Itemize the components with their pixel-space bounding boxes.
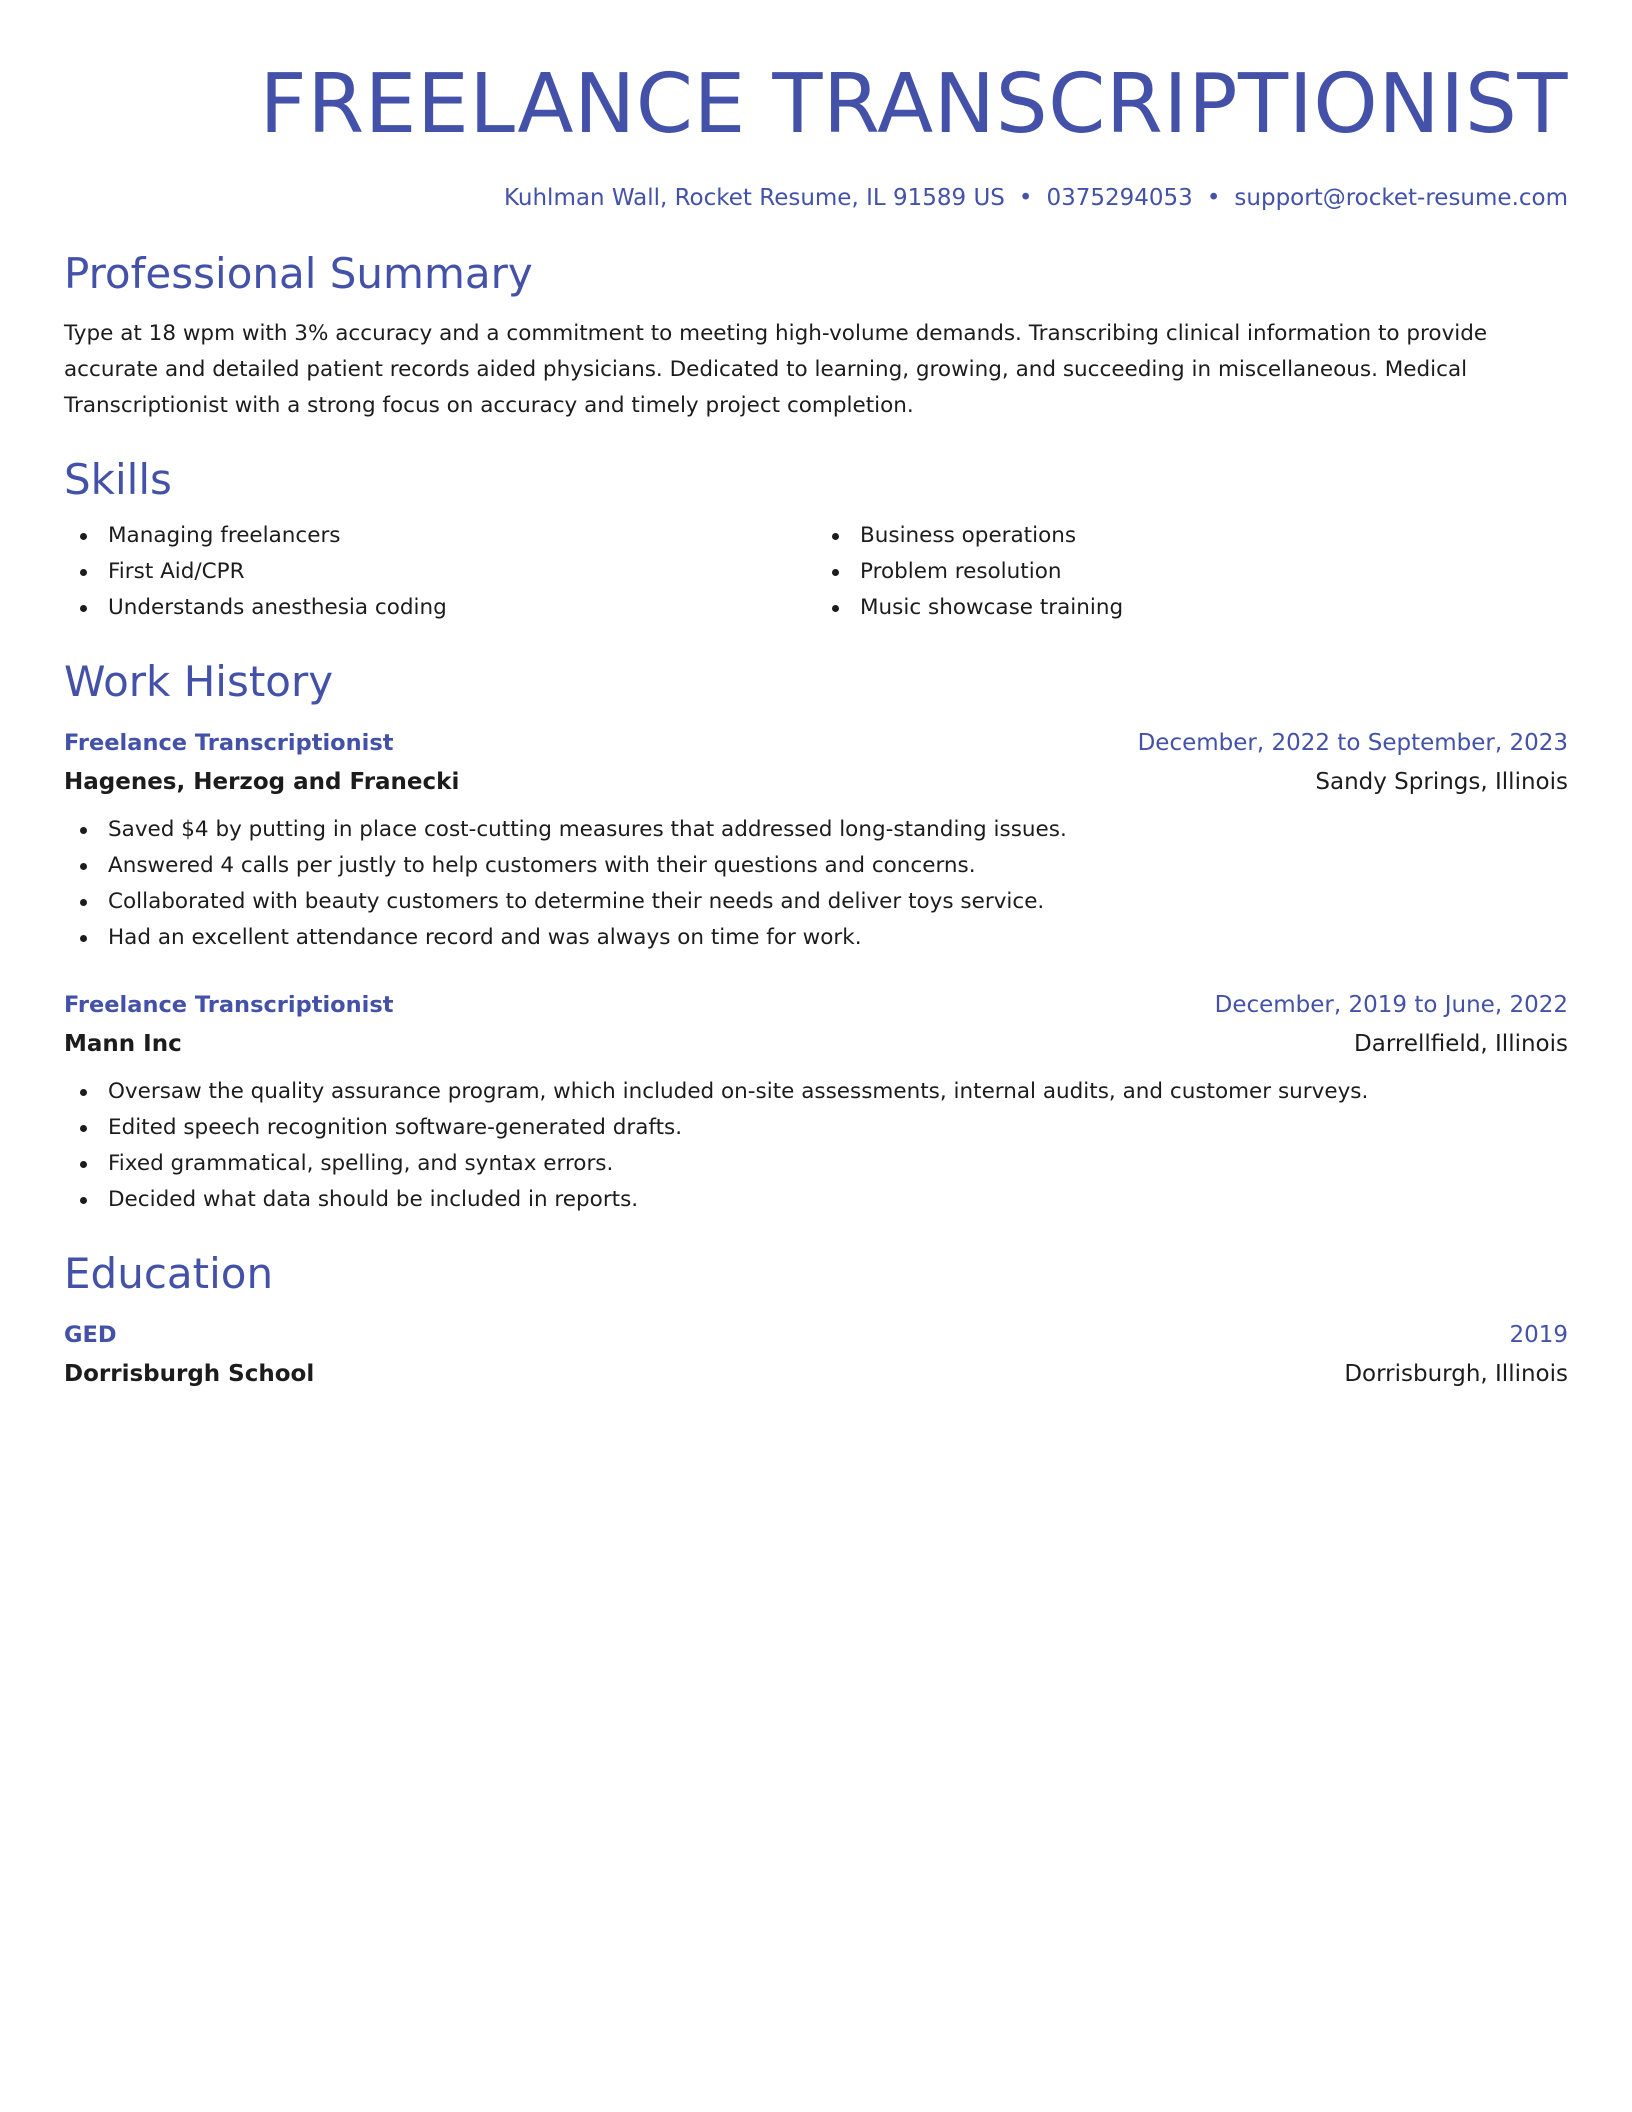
work-history-section	[64, 654, 1568, 1218]
job-employer-row	[64, 1024, 1568, 1064]
job-bullet: Fixed grammatical, spelling, and syntax errors.	[108, 1146, 1568, 1182]
section-title-summary: Professional Summary	[64, 249, 533, 298]
education-location: Dorrisburgh, Illinois	[1344, 1361, 1568, 1387]
resume-name: FREELANCE TRANSCRIPTIONIST	[259, 57, 1568, 152]
job-bullet: Saved $4 by putting in place cost-cutting measures that addressed long-standing issues.	[108, 812, 1568, 848]
contact-address: Kuhlman Wall, Rocket Resume, IL 91589 US	[503, 185, 1005, 211]
summary-section	[64, 246, 1568, 424]
job-bullet: Edited speech recognition software-generated drafts.	[108, 1110, 1568, 1146]
education-section	[64, 1246, 1568, 1394]
skills-section	[64, 452, 1568, 626]
job-entry	[64, 724, 1568, 956]
contact-separator: •	[1206, 185, 1221, 211]
job-employer-row	[64, 762, 1568, 802]
education-school-row	[64, 1354, 1568, 1394]
job-dates: December, 2019 to June, 2022	[1214, 992, 1568, 1018]
job-title: Freelance Transcriptionist	[64, 730, 394, 756]
skill-item: First Aid/CPR	[108, 554, 816, 590]
skill-item: Managing freelancers	[108, 518, 816, 554]
job-employer: Mann Inc	[64, 1031, 182, 1057]
job-bullet: Decided what data should be included in reports.	[108, 1182, 1568, 1218]
job-location: Sandy Springs, Illinois	[1315, 769, 1568, 795]
job-bullet: Answered 4 calls per justly to help customers with their questions and concerns.	[108, 848, 1568, 884]
job-header-row	[64, 986, 1568, 1024]
education-degree: GED	[64, 1322, 117, 1348]
job-employer: Hagenes, Herzog and Franecki	[64, 769, 460, 795]
section-title-skills: Skills	[64, 455, 172, 504]
section-title-education: Education	[64, 1249, 274, 1298]
skills-list-right	[816, 518, 1568, 626]
education-header-row	[64, 1316, 1568, 1354]
contact-email: support@rocket-resume.com	[1234, 185, 1568, 211]
job-bullet: Had an excellent attendance record and was always on time for work.	[108, 920, 1568, 956]
job-location: Darrellfield, Illinois	[1354, 1031, 1568, 1057]
job-dates: December, 2022 to September, 2023	[1137, 730, 1568, 756]
skills-grid	[64, 518, 1568, 626]
education-year: 2019	[1509, 1322, 1568, 1348]
section-title-work-history: Work History	[64, 657, 334, 706]
contact-line	[64, 180, 1568, 216]
job-bullets	[64, 1074, 1568, 1218]
skill-item: Business operations	[860, 518, 1568, 554]
job-bullet: Oversaw the quality assurance program, which included on-site assessments, internal audits, and customer surveys.	[108, 1074, 1568, 1110]
job-bullet: Collaborated with beauty customers to determine their needs and deliver toys service.	[108, 884, 1568, 920]
skill-item: Problem resolution	[860, 554, 1568, 590]
job-bullets	[64, 812, 1568, 956]
job-title: Freelance Transcriptionist	[64, 992, 394, 1018]
skills-list-left	[64, 518, 816, 626]
education-school: Dorrisburgh School	[64, 1361, 315, 1387]
job-entry	[64, 986, 1568, 1218]
education-entry	[64, 1316, 1568, 1394]
skill-item: Understands anesthesia coding	[108, 590, 816, 626]
job-header-row	[64, 724, 1568, 762]
summary-text: Type at 18 wpm with 3% accuracy and a commitment to meeting high-volume demands. Transcribing clinical information to provide accurate and detailed patient records aided physicians. Dedicated to learning, growing, and succeeding in miscellaneous. Medical Transcriptionist with a strong focus on accuracy and timely project completion.	[64, 321, 1488, 418]
skill-item: Music showcase training	[860, 590, 1568, 626]
contact-phone: 0375294053	[1046, 185, 1193, 211]
contact-separator: •	[1018, 185, 1033, 211]
